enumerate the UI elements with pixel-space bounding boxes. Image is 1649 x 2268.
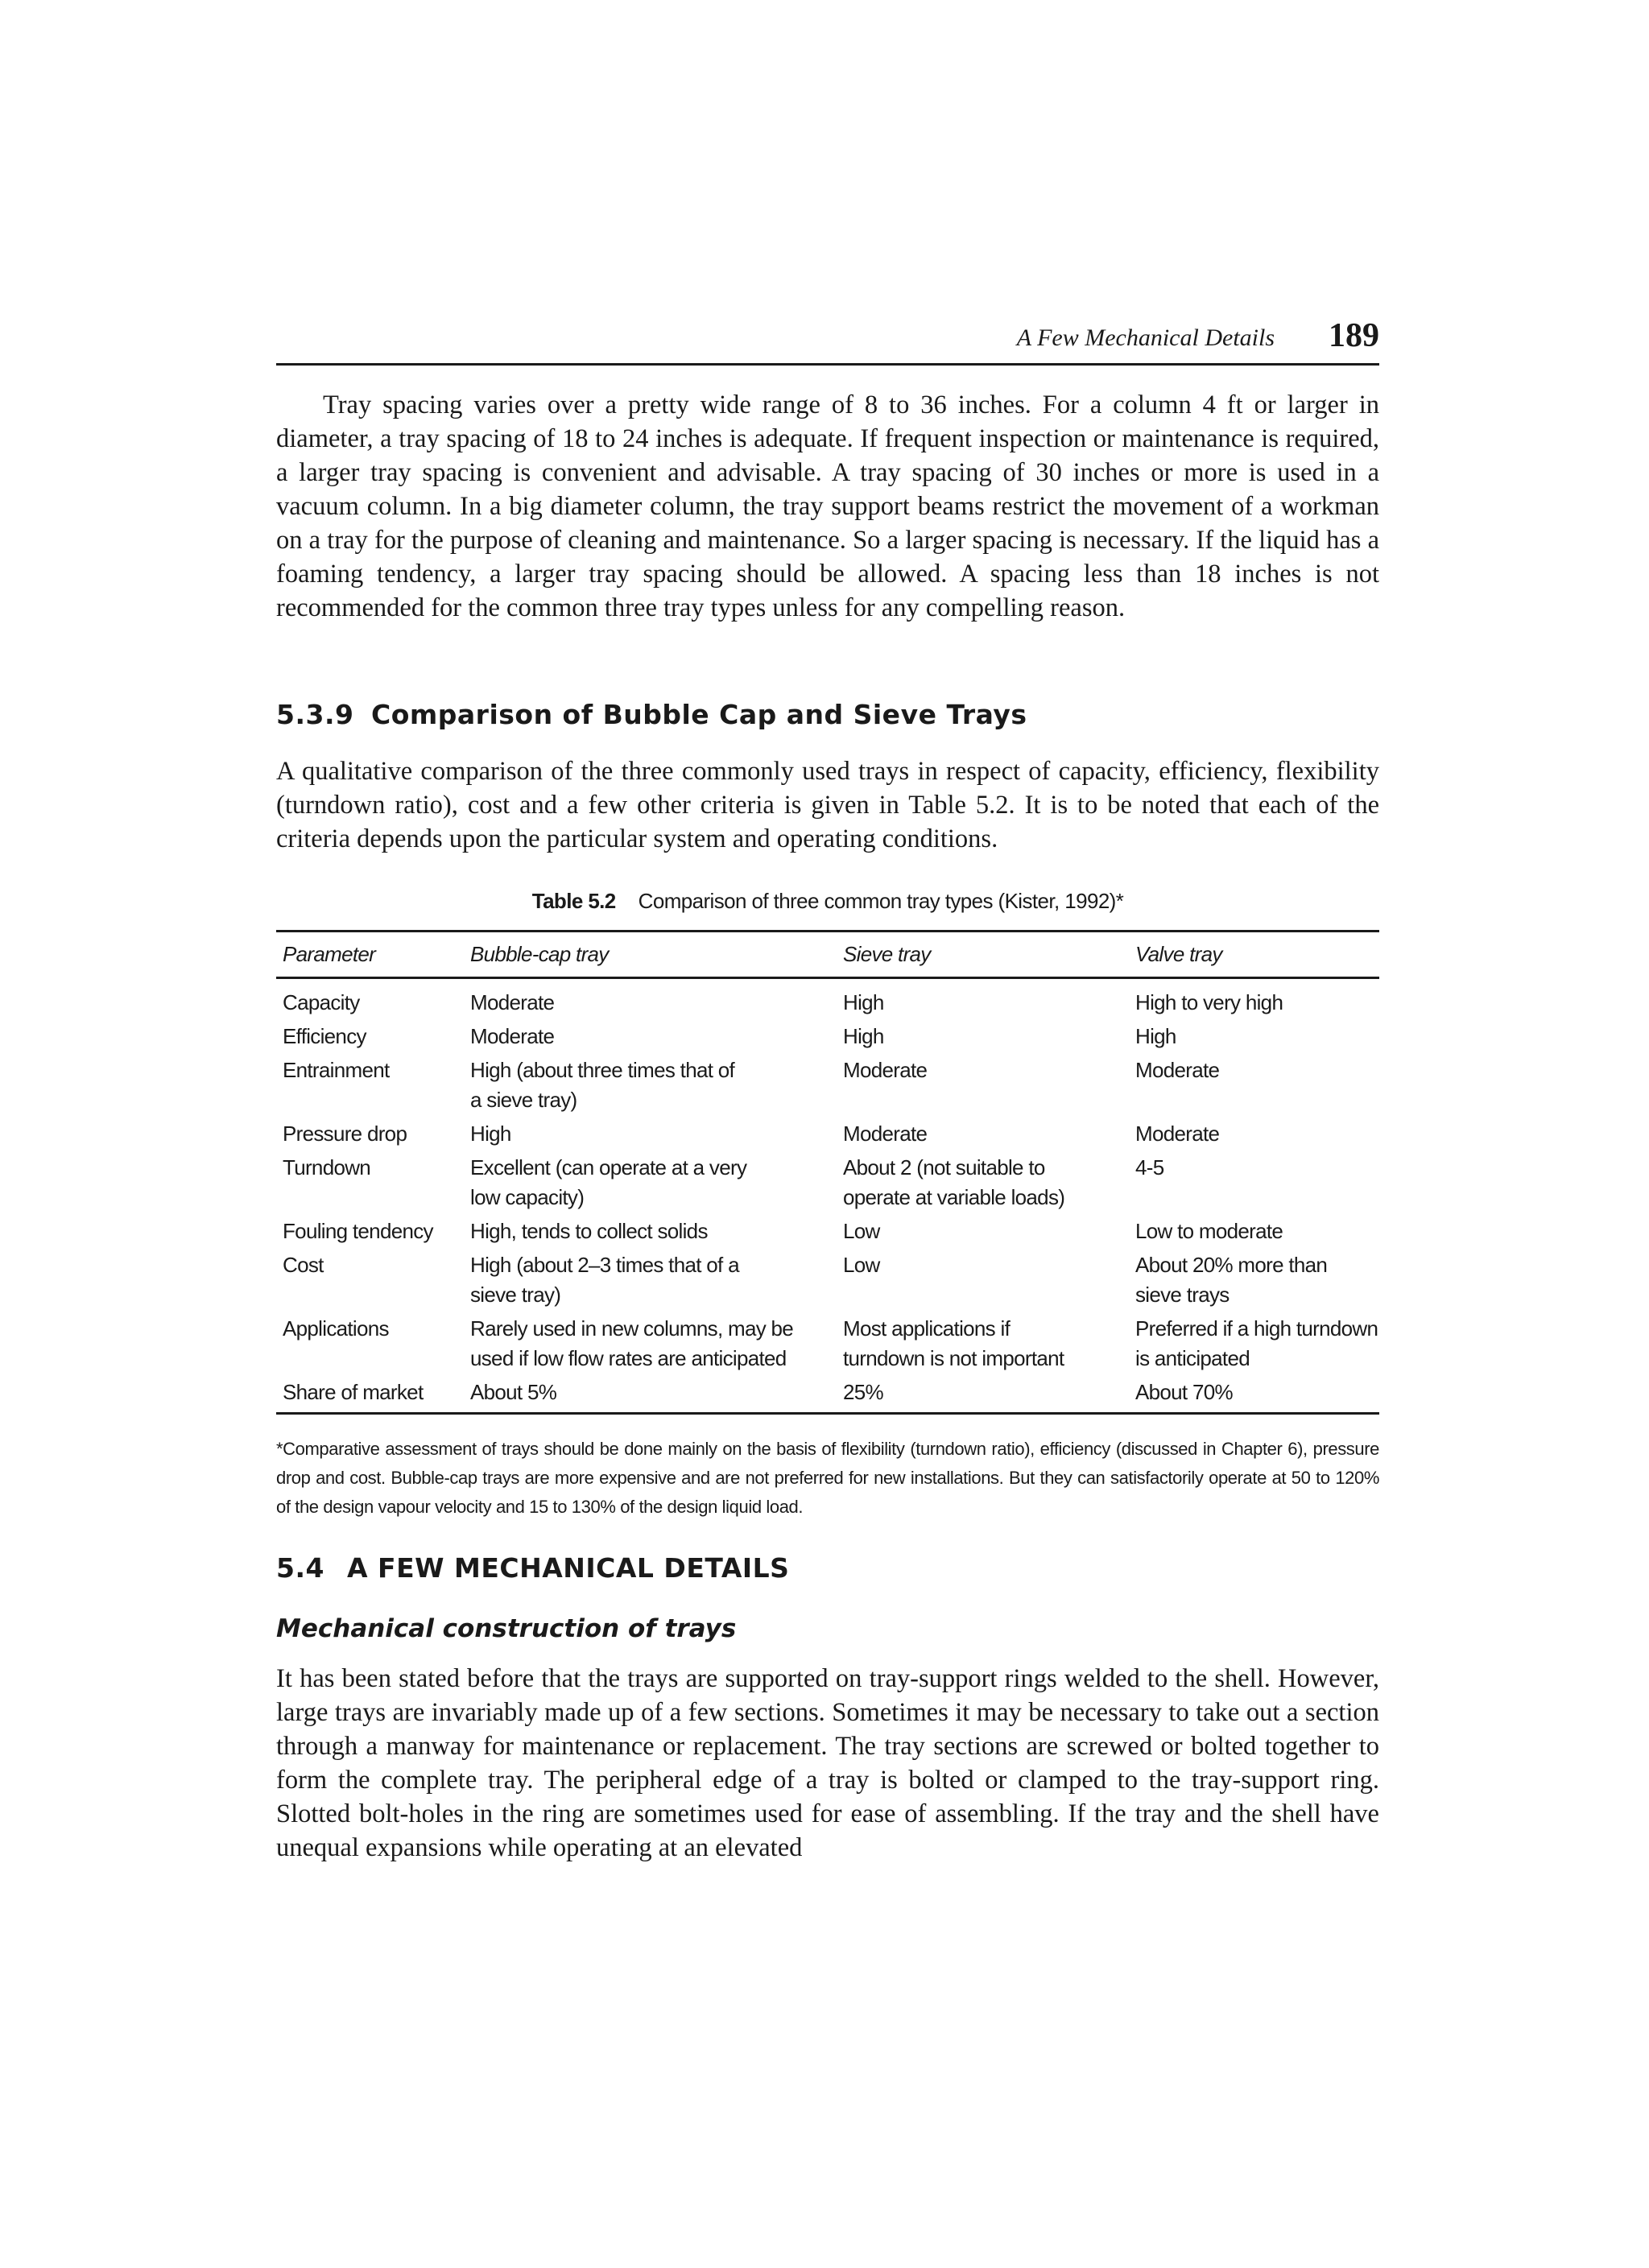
table-cell: High (1135, 1024, 1176, 1048)
table-cell: Capacity (283, 990, 360, 1014)
table-row (276, 1119, 1379, 1153)
table-row (276, 1250, 1379, 1314)
table-cell: Moderate (470, 1024, 555, 1048)
table-cell: Pressure drop (283, 1122, 407, 1146)
subheading: Mechanical construction of trays (276, 1614, 737, 1643)
table-cell: Applications (283, 1316, 389, 1341)
table-cell: Entrainment (283, 1058, 390, 1082)
comparison-table-wrapper (276, 930, 1379, 1415)
table-cell: Low (843, 1219, 880, 1243)
running-title: A Few Mechanical Details (1016, 324, 1275, 351)
table-cell: High (about three times that of a sieve tray) (470, 1058, 735, 1112)
table-cell: Fouling tendency (283, 1219, 433, 1243)
table-row (276, 1022, 1379, 1056)
table-cell: 4-5 (1135, 1155, 1164, 1179)
section-title: A FEW MECHANICAL DETAILS (347, 1552, 790, 1584)
table-body (276, 978, 1379, 1414)
table-row (276, 978, 1379, 1022)
table-number: Table 5.2 (531, 889, 616, 913)
table-header: Parameter (283, 942, 376, 966)
table-row (276, 1153, 1379, 1217)
table-cell: High (843, 1024, 884, 1048)
table-cell: Moderate (843, 1122, 928, 1146)
table-cell: About 5% (470, 1380, 557, 1404)
comparison-paragraph: A qualitative comparison of the three commonly used trays in respect of capacity, efficiency, flexibility (turndown ratio), cost and a few other criteria is given in Table 5.2. It is to be noted that each of the criteria depends upon the particular system and operating conditions. (276, 757, 1379, 853)
table-header: Valve tray (1135, 942, 1222, 966)
section-heading-5-4 (276, 1552, 789, 1584)
table-header-row (276, 932, 1379, 978)
table-cell: Low (843, 1253, 880, 1277)
table-cell: Moderate (470, 990, 555, 1014)
table-row (276, 1378, 1379, 1414)
table-cell: High to very high (1135, 990, 1283, 1014)
table-cell: Efficiency (283, 1024, 366, 1048)
table-cell: Rarely used in new columns, may be used if low flow rates are anticipated (470, 1316, 794, 1370)
table-cell: High (843, 990, 884, 1014)
table-row (276, 1314, 1379, 1378)
table-cell: About 70% (1135, 1380, 1233, 1404)
table-cell: High (470, 1122, 511, 1146)
page-number: 189 (1329, 317, 1379, 354)
table-cell: Most applications if turndown is not important (843, 1316, 1064, 1370)
table-row (276, 1056, 1379, 1119)
mechanical-paragraph: It has been stated before that the trays are supported on tray-support rings welded to the shell. However, large trays are invariably made up of a few sections. Sometimes it may be necessary to take out a section through a manway for maintenance or replacement. The tray sections are screwed or bolted together to form the complete tray. The peripheral edge of a tray is bolted or clamped to the tray-support ring. Slotted bolt-holes in the ring are sometimes used for ease of assembling. If the tray and the shell have unequal expansions while operating at an elevated (276, 1664, 1379, 1862)
table-cell: Turndown (283, 1155, 371, 1179)
table-cell: Moderate (1135, 1122, 1220, 1146)
table-cell: About 20% more than sieve trays (1135, 1253, 1328, 1307)
table-cell: Share of market (283, 1380, 424, 1404)
table-cell: About 2 (not suitable to operate at variable loads) (843, 1155, 1065, 1209)
intro-paragraph: Tray spacing varies over a pretty wide range of 8 to 36 inches. For a column 4 ft or larger in diameter, a tray spacing of 18 to 24 inches is adequate. If frequent inspection or maintenance is required, a larger tray spacing is convenient and advisable. A tray spacing of 30 inches or more is used in a vacuum column. In a big diameter column, the tray support beams restrict the movement of a workman on a tray for the purpose of cleaning and maintenance. So a larger spacing is necessary. If the liquid has a foaming tendency, a larger tray spacing should be allowed. A spacing less than 18 inches is not recommended for the common three tray types unless for any compelling reason. (276, 390, 1379, 622)
table-row (276, 1217, 1379, 1250)
section-number: 5.3.9 (276, 699, 354, 730)
table-cell: High, tends to collect solids (470, 1219, 708, 1243)
table-cell: Moderate (1135, 1058, 1220, 1082)
table-cell: Preferred if a high turndown is anticipated (1135, 1316, 1378, 1370)
table-caption (276, 889, 1379, 914)
table-caption-text: Comparison of three common tray types (Kister, 1992)* (638, 889, 1124, 913)
table-header: Bubble-cap tray (470, 942, 609, 966)
book-page (276, 0, 1379, 2268)
section-heading-5-3-9 (276, 699, 1027, 730)
table-cell: 25% (843, 1380, 883, 1404)
table-cell: Low to moderate (1135, 1219, 1283, 1243)
table-cell: High (about 2–3 times that of a sieve tray) (470, 1253, 739, 1307)
table-cell: Cost (283, 1253, 324, 1277)
table-cell: Moderate (843, 1058, 928, 1082)
section-number: 5.4 (276, 1552, 324, 1584)
running-header (276, 318, 1379, 366)
table-header: Sieve tray (843, 942, 931, 966)
table-footnote: *Comparative assessment of trays should be done mainly on the basis of flexibility (turndown ratio), efficiency (discussed in Chapter 6), pressure drop and cost. Bubble-cap trays are more expensive and are not preferred for new installations. But they can satisfactorily operate at 50 to 120% of the design vapour velocity and 15 to 130% of the design liquid load. (276, 1439, 1379, 1517)
table-cell: Excellent (can operate at a very low capacity) (470, 1155, 747, 1209)
section-title: Comparison of Bubble Cap and Sieve Trays (371, 699, 1027, 730)
tray-comparison-table (276, 930, 1379, 1415)
